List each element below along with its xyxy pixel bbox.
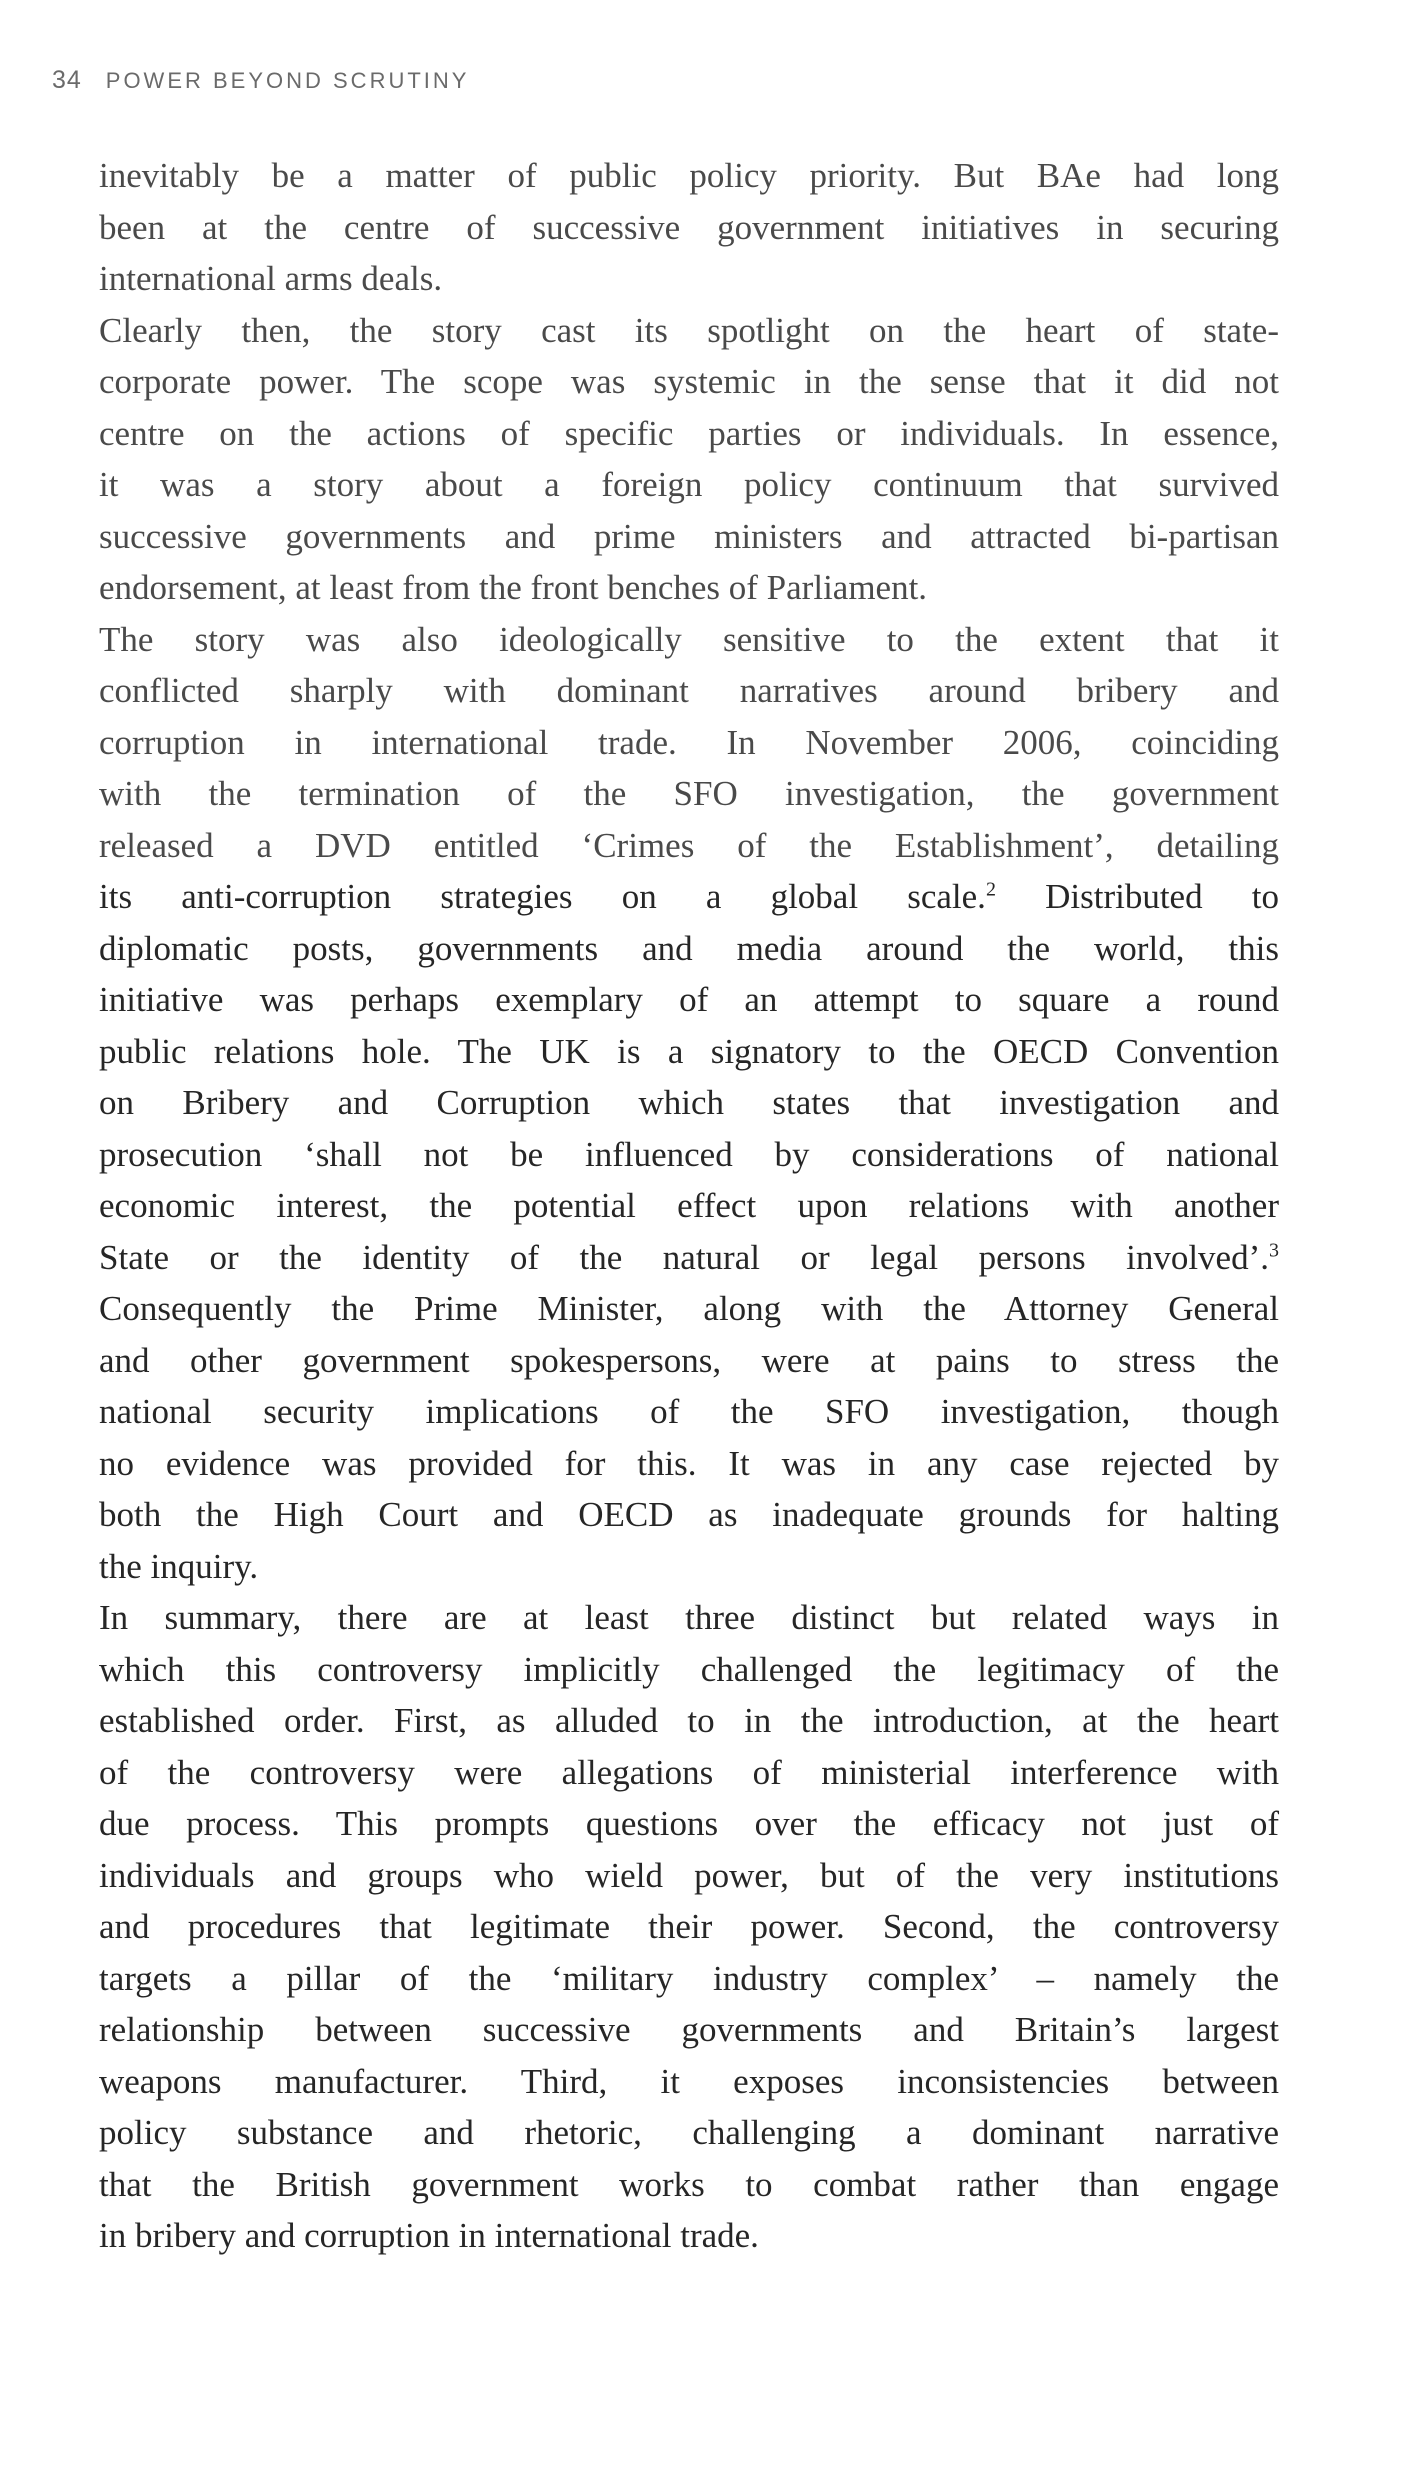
text-line: conflicted sharply with dominant narratives around bribery and: [99, 671, 1279, 710]
text-line: corporate power. The scope was systemic in the sense that it did not: [99, 362, 1279, 401]
text-line: been at the centre of successive government initiatives in securing: [99, 207, 1279, 247]
text-line: economic interest, the potential effect upon relations with another: [99, 1186, 1279, 1225]
running-head: [52, 66, 469, 95]
text-line: The story was also ideologically sensitive to the extent that it: [99, 619, 1279, 659]
text-line: diplomatic posts, governments and media around the world, this: [99, 928, 1279, 968]
text-line: targets a pillar of the ‘military industry complex’ – namely the: [99, 1958, 1279, 1998]
footnote-mark: 3: [1269, 1238, 1279, 1261]
text-line: and other government spokespersons, were at pains to stress the: [99, 1340, 1279, 1380]
text-line: corruption in international trade. In November 2006, coinciding: [99, 722, 1279, 762]
text-line: of the controversy were allegations of ministerial interference with: [99, 1752, 1279, 1792]
text-line: and procedures that legitimate their power. Second, the controversy: [99, 1907, 1279, 1946]
text-line: established order. First, as alluded to in the introduction, at the heart: [99, 1701, 1279, 1740]
text-line: national security implications of the SFO investigation, though: [99, 1392, 1279, 1431]
text-line: with the termination of the SFO investigation, the government: [99, 774, 1279, 813]
text-line: on Bribery and Corruption which states that investigation and: [99, 1083, 1279, 1122]
text-line: Clearly then, the story cast its spotlight on the heart of state-: [99, 310, 1279, 350]
text-line: endorsement, at least from the front benches of Parliament.: [99, 568, 928, 607]
text-line: both the High Court and OECD as inadequate grounds for halting: [99, 1495, 1279, 1534]
text-line: due process. This prompts questions over the efficacy not just of: [99, 1804, 1279, 1843]
page-number: 34: [52, 66, 82, 94]
text-line: in bribery and corruption in international trade.: [99, 2216, 759, 2255]
text-line: relationship between successive governments and Britain’s largest: [99, 2010, 1279, 2049]
running-title: POWER BEYOND SCRUTINY: [105, 68, 470, 93]
text-line: individuals and groups who wield power, but of the very institutions: [99, 1855, 1279, 1895]
text-line: policy substance and rhetoric, challenging a dominant narrative: [99, 2113, 1279, 2152]
text-segment: State or the identity of the natural or legal persons involved’.: [99, 1237, 1269, 1277]
text-line: In summary, there are at least three distinct but related ways in: [99, 1598, 1279, 1637]
text-segment: Distributed to: [995, 877, 1279, 916]
text-line: initiative was perhaps exemplary of an attempt to square a round: [99, 980, 1279, 1019]
text-line: which this controversy implicitly challenged the legitimacy of the: [99, 1649, 1279, 1689]
text-line: prosecution ‘shall not be influenced by considerations of national: [99, 1134, 1279, 1174]
body-text: [99, 150, 1279, 2262]
text-line-with-footnote: [99, 871, 1279, 923]
text-segment: its anti-corruption strategies on a global scale.: [99, 877, 986, 916]
text-line-with-footnote: [99, 1232, 1279, 1284]
text-line: the inquiry.: [99, 1546, 259, 1586]
text-line: centre on the actions of specific parties or individuals. In essence,: [99, 413, 1279, 453]
text-line: it was a story about a foreign policy continuum that survived: [99, 465, 1279, 504]
text-line: weapons manufacturer. Third, it exposes inconsistencies between: [99, 2061, 1279, 2101]
text-line: inevitably be a matter of public policy priority. But BAe had long: [99, 156, 1279, 195]
text-line: that the British government works to combat rather than engage: [99, 2164, 1279, 2204]
text-line: successive governments and prime ministers and attracted bi-partisan: [99, 516, 1279, 556]
text-line: released a DVD entitled ‘Crimes of the Establishment’, detailing: [99, 825, 1279, 865]
text-line: Consequently the Prime Minister, along with the Attorney General: [99, 1289, 1279, 1328]
text-line: public relations hole. The UK is a signatory to the OECD Convention: [99, 1031, 1279, 1071]
footnote-mark: 2: [985, 878, 996, 901]
text-line: international arms deals.: [99, 259, 443, 298]
text-line: no evidence was provided for this. It was in any case rejected by: [99, 1443, 1279, 1483]
